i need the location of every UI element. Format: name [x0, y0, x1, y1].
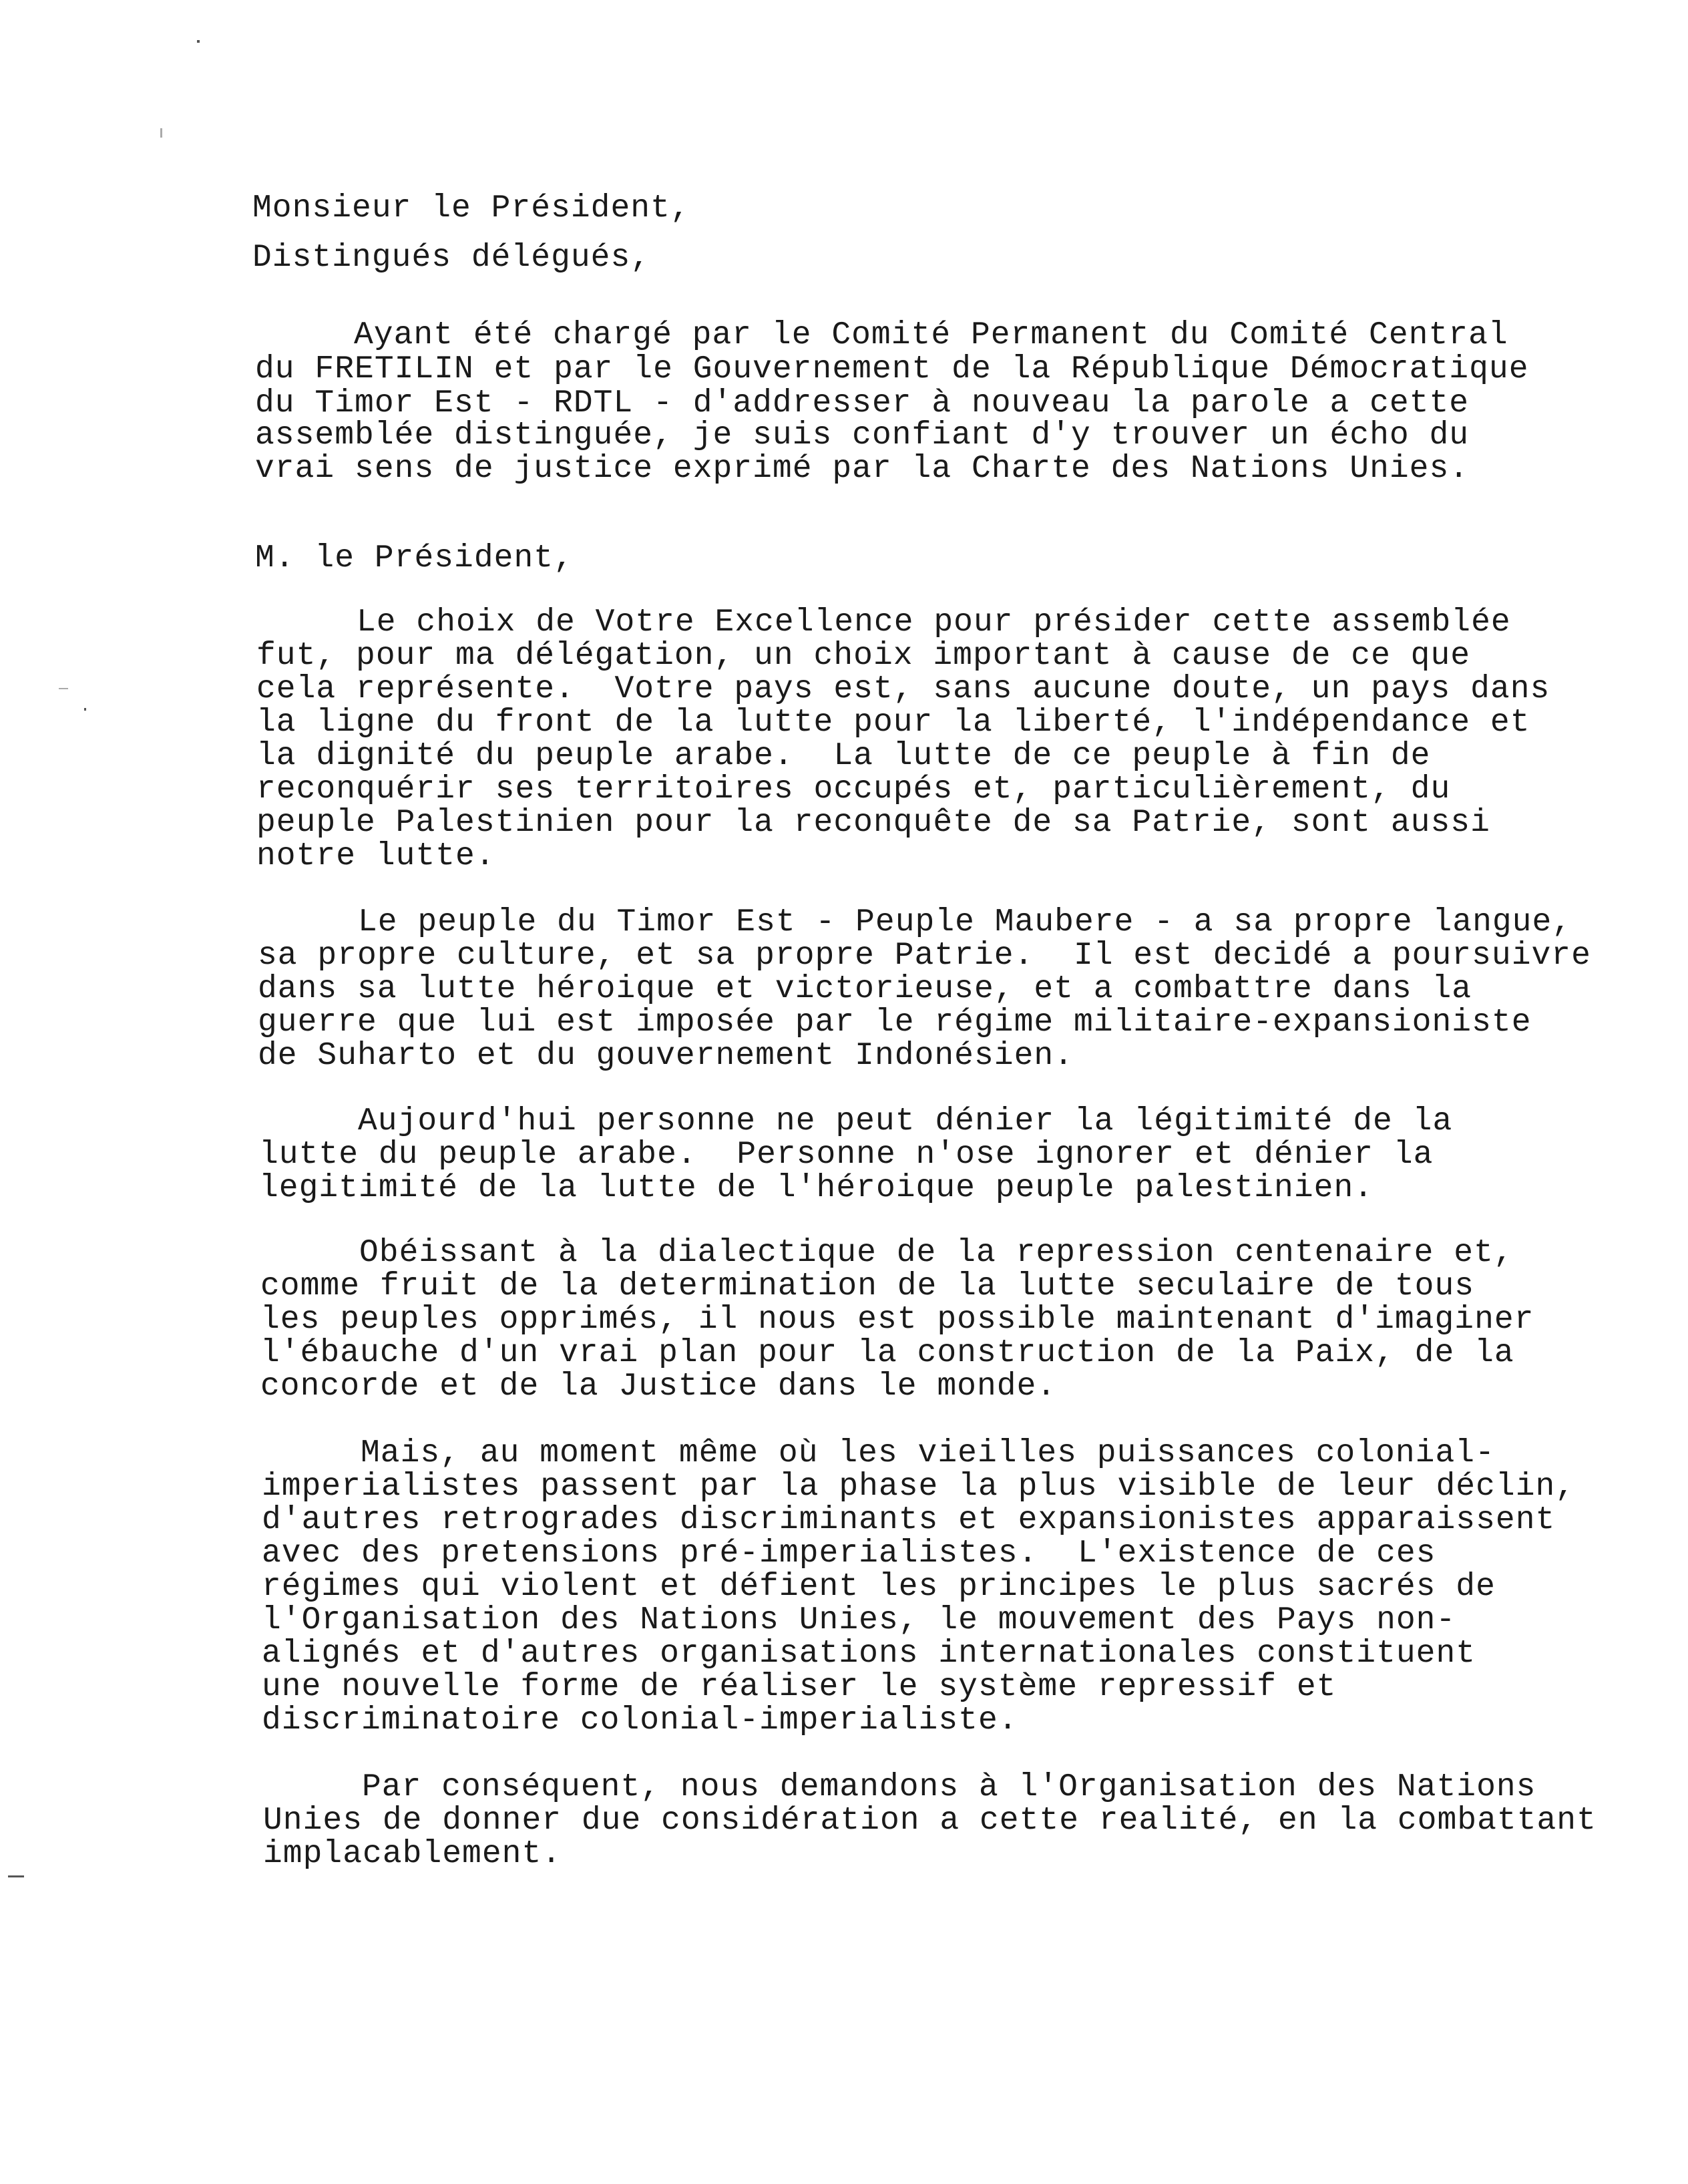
paragraph-line: du FRETILIN et par le Gouvernement de la République Démocratique — [255, 351, 1529, 387]
paragraph-line: lutte du peuple arabe. Personne n'ose ignorer et dénier la — [259, 1137, 1434, 1173]
paragraph-line: implacablement. — [263, 1836, 562, 1872]
paragraph-line: avec des pretensions pré-imperialistes. L'existence de ces — [262, 1535, 1436, 1572]
paragraph-line: discriminatoire colonial-imperialiste. — [262, 1702, 1018, 1739]
address-line: M. le Président, — [255, 540, 574, 576]
paragraph-line: sa propre culture, et sa propre Patrie. Il est decidé a poursuivre — [258, 938, 1591, 974]
paragraph-line: imperialistes passent par la phase la plus visible de leur déclin, — [262, 1469, 1576, 1505]
paragraph-line: peuple Palestinien pour la reconquête de sa Patrie, sont aussi — [256, 805, 1490, 841]
paragraph-line: assemblée distinguée, je suis confiant d'y trouver un écho du — [255, 417, 1470, 453]
paragraph-line: la dignité du peuple arabe. La lutte de ce peuple à fin de — [256, 738, 1431, 774]
salutation-line: Monsieur le Président, — [252, 190, 690, 226]
paragraph-line: régimes qui violent et défient les principes le plus sacrés de — [262, 1569, 1496, 1605]
paragraph-line: d'autres retrogrades discriminants et expansionistes apparaissent — [262, 1502, 1556, 1538]
paragraph-line: du Timor Est - RDTL - d'addresser à nouveau la parole a cette — [255, 385, 1470, 421]
scan-speck — [8, 1875, 24, 1877]
paragraph-line: guerre que lui est imposée par le régime militaire-expansioniste — [258, 1005, 1532, 1041]
paragraph-line: une nouvelle forme de réaliser le système repressif et — [262, 1669, 1337, 1705]
paragraph-line: dans sa lutte héroique et victorieuse, et a combattre dans la — [258, 971, 1472, 1007]
paragraph-line: cela représente. Votre pays est, sans aucune doute, un pays dans — [256, 671, 1550, 707]
paragraph-line: Unies de donner due considération a cette realité, en la combattant — [263, 1803, 1597, 1839]
paragraph-line: Le peuple du Timor Est - Peuple Maubere - a sa propre langue, — [358, 904, 1572, 940]
scan-speck — [197, 40, 200, 43]
paragraph-line: reconquérir ses territoires occupés et, particulièrement, du — [256, 771, 1451, 807]
paragraph-line: Par conséquent, nous demandons à l'Organisation des Nations — [362, 1769, 1536, 1805]
paragraph-line: la ligne du front de la lutte pour la liberté, l'indépendance et — [256, 705, 1530, 741]
paragraph-line: notre lutte. — [256, 838, 495, 874]
paragraph-line: fut, pour ma délégation, un choix important à cause de ce que — [256, 638, 1471, 674]
paragraph-line: de Suharto et du gouvernement Indonésien. — [258, 1038, 1074, 1074]
paragraph-line: alignés et d'autres organisations internationales constituent — [262, 1636, 1476, 1672]
paragraph-line: concorde et de la Justice dans le monde. — [260, 1369, 1057, 1405]
paragraph-line: Mais, au moment même où les vieilles puissances colonial- — [361, 1435, 1495, 1471]
paragraph-line: Ayant été chargé par le Comité Permanent du Comité Central — [354, 317, 1508, 353]
paragraph-line: Obéissant à la dialectique de la repression centenaire et, — [359, 1235, 1514, 1271]
scan-speck — [59, 688, 68, 689]
paragraph-line: l'ébauche d'un vrai plan pour la construction de la Paix, de la — [260, 1335, 1514, 1371]
paragraph-line: legitimité de la lutte de l'héroique peuple palestinien. — [259, 1170, 1374, 1206]
scan-speck — [84, 708, 86, 711]
paragraph-line: l'Organisation des Nations Unies, le mouvement des Pays non- — [262, 1602, 1456, 1638]
paragraph-line: vrai sens de justice exprimé par la Charte des Nations Unies. — [255, 451, 1470, 487]
paragraph-line: Aujourd'hui personne ne peut dénier la légitimité de la — [358, 1103, 1453, 1139]
paragraph-line: les peuples opprimés, il nous est possible maintenant d'imaginer — [260, 1302, 1534, 1338]
scan-speck — [160, 128, 162, 138]
paragraph-line: comme fruit de la determination de la lutte seculaire de tous — [260, 1268, 1475, 1304]
salutation-line: Distingués délégués, — [252, 240, 651, 276]
paragraph-line: Le choix de Votre Excellence pour présider cette assemblée — [357, 604, 1511, 641]
